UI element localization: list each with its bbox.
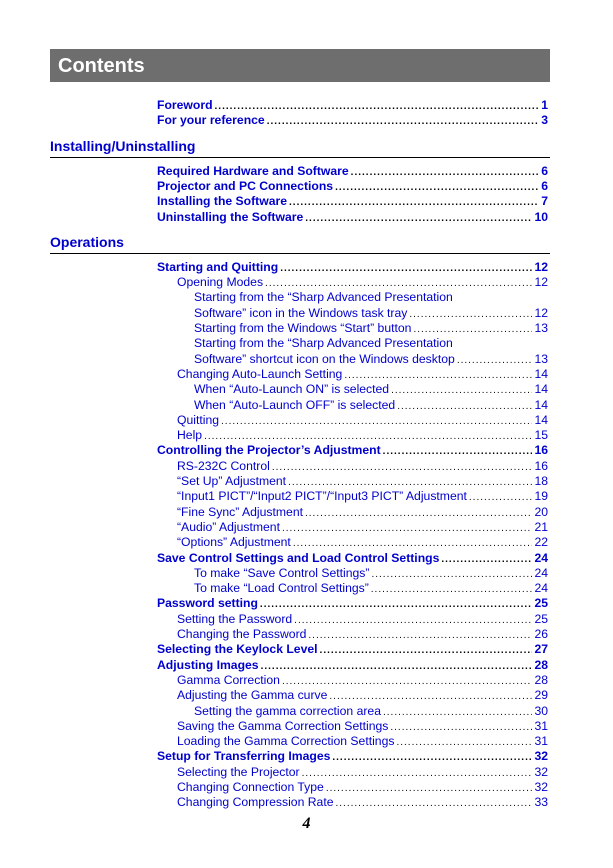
- toc-entry[interactable]: [157, 642, 548, 657]
- dot-leader: [280, 261, 532, 276]
- toc-entry-label: Software” icon in the Windows task tray: [194, 305, 408, 320]
- dot-leader: [326, 781, 533, 796]
- toc-entry[interactable]: [157, 443, 548, 458]
- toc-entry[interactable]: [157, 210, 548, 225]
- toc-entry[interactable]: [194, 398, 548, 413]
- toc-entry[interactable]: [157, 260, 548, 275]
- toc-entry-label: Changing Compression Rate: [177, 795, 334, 810]
- toc-entry-page: 18: [534, 474, 548, 488]
- dot-leader: [265, 276, 532, 291]
- toc-entry[interactable]: [177, 413, 548, 428]
- toc-entry[interactable]: [177, 505, 548, 520]
- toc-entry[interactable]: [194, 566, 548, 581]
- toc-entry[interactable]: [177, 474, 548, 489]
- dot-leader: [383, 444, 533, 459]
- dot-leader: [441, 552, 532, 567]
- toc-entry-page: 14: [534, 366, 548, 381]
- dot-leader: [308, 628, 532, 643]
- dot-leader: [329, 689, 532, 704]
- section-installing: [50, 135, 550, 158]
- toc-entry[interactable]: [177, 428, 548, 443]
- toc-entry-label: Save Control Settings and Load Control Settings: [157, 550, 440, 565]
- dot-leader: [282, 674, 532, 689]
- toc-entry[interactable]: [177, 688, 548, 703]
- toc-entry-label: Adjusting Images: [157, 657, 259, 672]
- toc-entry[interactable]: [177, 489, 548, 504]
- toc-entry-page: 33: [534, 795, 548, 810]
- toc-entry[interactable]: [177, 367, 548, 382]
- toc-entry-label: Changing Auto-Launch Setting: [177, 366, 343, 381]
- toc-entry-page: 25: [534, 596, 548, 611]
- dot-leader: [305, 211, 532, 226]
- toc-entry-page: 25: [534, 611, 548, 626]
- toc-entry-label: Required Hardware and Software: [157, 163, 349, 178]
- toc-entry-label: Setting the gamma correction area: [194, 703, 381, 718]
- toc-entry-page: 31: [534, 718, 548, 733]
- toc-entry-label: Changing Connection Type: [177, 780, 324, 794]
- toc-entry[interactable]: [157, 98, 548, 113]
- toc-entry-page: 30: [534, 703, 548, 718]
- dot-leader: [413, 322, 532, 337]
- toc-entry-page: 13: [534, 321, 548, 335]
- toc-entry[interactable]: [177, 673, 548, 688]
- dot-leader: [204, 429, 532, 444]
- dot-leader: [469, 490, 533, 505]
- toc-entry[interactable]: [177, 795, 548, 810]
- toc-entry[interactable]: [177, 520, 548, 535]
- toc-entry[interactable]: [157, 749, 548, 764]
- toc-entry-page: 13: [534, 351, 548, 366]
- toc-entry[interactable]: [157, 658, 548, 673]
- toc-entry-page: 14: [534, 397, 548, 412]
- toc-entry-page: 10: [534, 209, 548, 224]
- dot-leader: [383, 705, 532, 720]
- dot-leader: [288, 475, 532, 490]
- toc-entry-label-line: Starting from the “Sharp Advanced Presentation: [194, 336, 453, 351]
- dot-leader: [371, 582, 533, 597]
- toc-entry[interactable]: [157, 551, 548, 566]
- toc-entry-label: Software” shortcut icon on the Windows desktop: [194, 351, 455, 366]
- toc-entry-label: When “Auto-Launch ON” is selected: [194, 382, 390, 397]
- dot-leader: [336, 796, 533, 811]
- toc-entry-label: Saving the Gamma Correction Settings: [177, 718, 389, 733]
- toc-entry-label: To make “Load Control Settings”: [194, 581, 369, 596]
- page-number: 4: [302, 815, 311, 832]
- dot-leader: [320, 643, 533, 658]
- toc-entry-page: 12: [534, 275, 548, 290]
- toc-entry[interactable]: [157, 113, 548, 128]
- toc-entry-label: “Audio” Adjustment: [177, 519, 280, 534]
- page-title: Contents: [58, 55, 145, 77]
- section-operations: [50, 231, 550, 254]
- toc-entry[interactable]: [177, 765, 548, 780]
- dot-leader: [261, 659, 533, 674]
- toc-entry-page: 29: [534, 688, 548, 703]
- toc-entry[interactable]: [157, 164, 548, 179]
- toc-entry-label-line: Starting from the “Sharp Advanced Presentation: [194, 290, 453, 305]
- toc-entry-label: Projector and PC Connections: [157, 178, 334, 193]
- toc-entry-page: 12: [534, 305, 548, 320]
- toc-entry-page: 27: [534, 642, 548, 657]
- toc-entry-label: To make “Save Control Settings”: [194, 565, 370, 580]
- toc-entry-label: Setting the Password: [177, 611, 293, 626]
- toc-entry-page: 24: [534, 581, 548, 596]
- toc-entry-page: 32: [534, 764, 548, 779]
- toc-entry-page: 20: [534, 504, 548, 519]
- toc-entry[interactable]: [177, 719, 548, 734]
- toc-entry-page: 22: [534, 535, 548, 550]
- toc-entry-page: 24: [534, 565, 548, 580]
- toc-entry[interactable]: [177, 535, 548, 550]
- toc-entry-page: 19: [534, 489, 548, 504]
- toc-entry-page: 31: [534, 734, 548, 749]
- dot-leader: [396, 735, 532, 750]
- toc-entry-label: Installing the Software: [157, 194, 288, 209]
- dot-leader: [344, 368, 532, 383]
- dot-leader: [272, 460, 533, 475]
- dot-leader: [267, 114, 540, 129]
- toc-entry-label: Adjusting the Gamma curve: [177, 688, 328, 703]
- section-title: Installing/Uninstalling: [50, 137, 196, 154]
- toc-entry[interactable]: [194, 704, 548, 719]
- toc-entry-page: 26: [534, 627, 548, 641]
- toc-entry[interactable]: [194, 382, 548, 397]
- toc-entry-page: 6: [541, 163, 548, 178]
- dot-leader: [335, 180, 539, 195]
- toc-entry-page: 24: [534, 550, 548, 565]
- toc-entry-label: Gamma Correction: [177, 672, 280, 687]
- dot-leader: [457, 353, 533, 368]
- toc-entry-label: Quitting: [177, 412, 220, 427]
- toc-entry-page: 14: [534, 412, 548, 427]
- toc-entry-label: Controlling the Projector’s Adjustment: [157, 443, 381, 458]
- toc-entry-label: Starting from the Windows “Start” button: [194, 321, 412, 335]
- toc-entry-label: Setup for Transferring Images: [157, 749, 331, 764]
- toc-entry-label: RS-232C Control: [177, 458, 270, 473]
- dot-leader: [215, 99, 540, 114]
- toc-entry-label: Help: [177, 428, 203, 443]
- dot-leader: [397, 399, 532, 414]
- toc-entry[interactable]: [177, 275, 548, 290]
- dot-leader: [351, 165, 540, 180]
- toc-entry[interactable]: [177, 627, 548, 642]
- toc-entry[interactable]: [177, 734, 548, 749]
- dot-leader: [391, 383, 532, 398]
- toc-entry-label: Password setting: [157, 596, 258, 611]
- toc-entry-label: Selecting the Keylock Level: [157, 642, 318, 657]
- dot-leader: [221, 414, 532, 429]
- toc-entry-label: “Options” Adjustment: [177, 535, 291, 550]
- toc-entry-page: 28: [534, 672, 548, 687]
- section-title: Operations: [50, 233, 124, 250]
- toc-entry[interactable]: [177, 780, 548, 795]
- toc-entry[interactable]: [177, 459, 548, 474]
- dot-leader: [371, 567, 532, 582]
- toc-entry-page: 16: [534, 458, 548, 473]
- toc-entry-label: Uninstalling the Software: [157, 209, 304, 224]
- toc-entry-page: 21: [534, 519, 548, 534]
- dot-leader: [390, 720, 532, 735]
- toc-entry-label: Changing the Password: [177, 627, 307, 641]
- toc-entry[interactable]: [157, 179, 548, 194]
- toc-entry-page: 3: [541, 113, 548, 128]
- dot-leader: [289, 195, 539, 210]
- dot-leader: [294, 613, 532, 628]
- toc-entry-label: Opening Modes: [177, 275, 264, 290]
- toc-entry[interactable]: [194, 306, 548, 321]
- dot-leader: [332, 750, 532, 765]
- toc-entry-label: Selecting the Projector: [177, 764, 300, 779]
- toc-entry-page: 12: [534, 259, 548, 274]
- dot-leader: [302, 766, 533, 781]
- toc-entry[interactable]: [194, 321, 548, 336]
- contents-banner: [50, 49, 550, 82]
- toc-entry-label: “Set Up” Adjustment: [177, 474, 287, 488]
- dot-leader: [260, 597, 533, 612]
- toc-entry[interactable]: [194, 581, 548, 596]
- dot-leader: [282, 521, 532, 536]
- toc-entry-label: “Fine Sync” Adjustment: [177, 504, 303, 519]
- toc-entry-label: Starting and Quitting: [157, 259, 279, 274]
- toc-entry-page: 15: [534, 428, 548, 443]
- toc-entry-page: 6: [541, 178, 548, 193]
- toc-entry-page: 1: [541, 98, 548, 112]
- toc-entry-page: 7: [541, 194, 548, 209]
- dot-leader: [305, 506, 532, 521]
- toc-entry-page: 32: [534, 749, 548, 764]
- toc-entry-label: For your reference: [157, 113, 265, 128]
- toc-entry-page: 28: [534, 657, 548, 672]
- toc-entry[interactable]: [157, 194, 548, 209]
- toc-entry-page: 32: [534, 780, 548, 794]
- toc-entry[interactable]: [194, 352, 548, 367]
- toc-entry[interactable]: [157, 596, 548, 611]
- toc-entry[interactable]: [177, 612, 548, 627]
- toc-entry-label: When “Auto-Launch OFF” is selected: [194, 397, 396, 412]
- toc-entry-label: Foreword: [157, 98, 213, 112]
- dot-leader: [409, 307, 532, 322]
- toc-entry-page: 14: [534, 382, 548, 397]
- toc-entry-page: 16: [534, 443, 548, 458]
- toc-entry-label: Loading the Gamma Correction Settings: [177, 734, 395, 749]
- toc-entry-label: “Input1 PICT”/“Input2 PICT”/“Input3 PICT” Adjustment: [177, 489, 467, 504]
- dot-leader: [293, 536, 533, 551]
